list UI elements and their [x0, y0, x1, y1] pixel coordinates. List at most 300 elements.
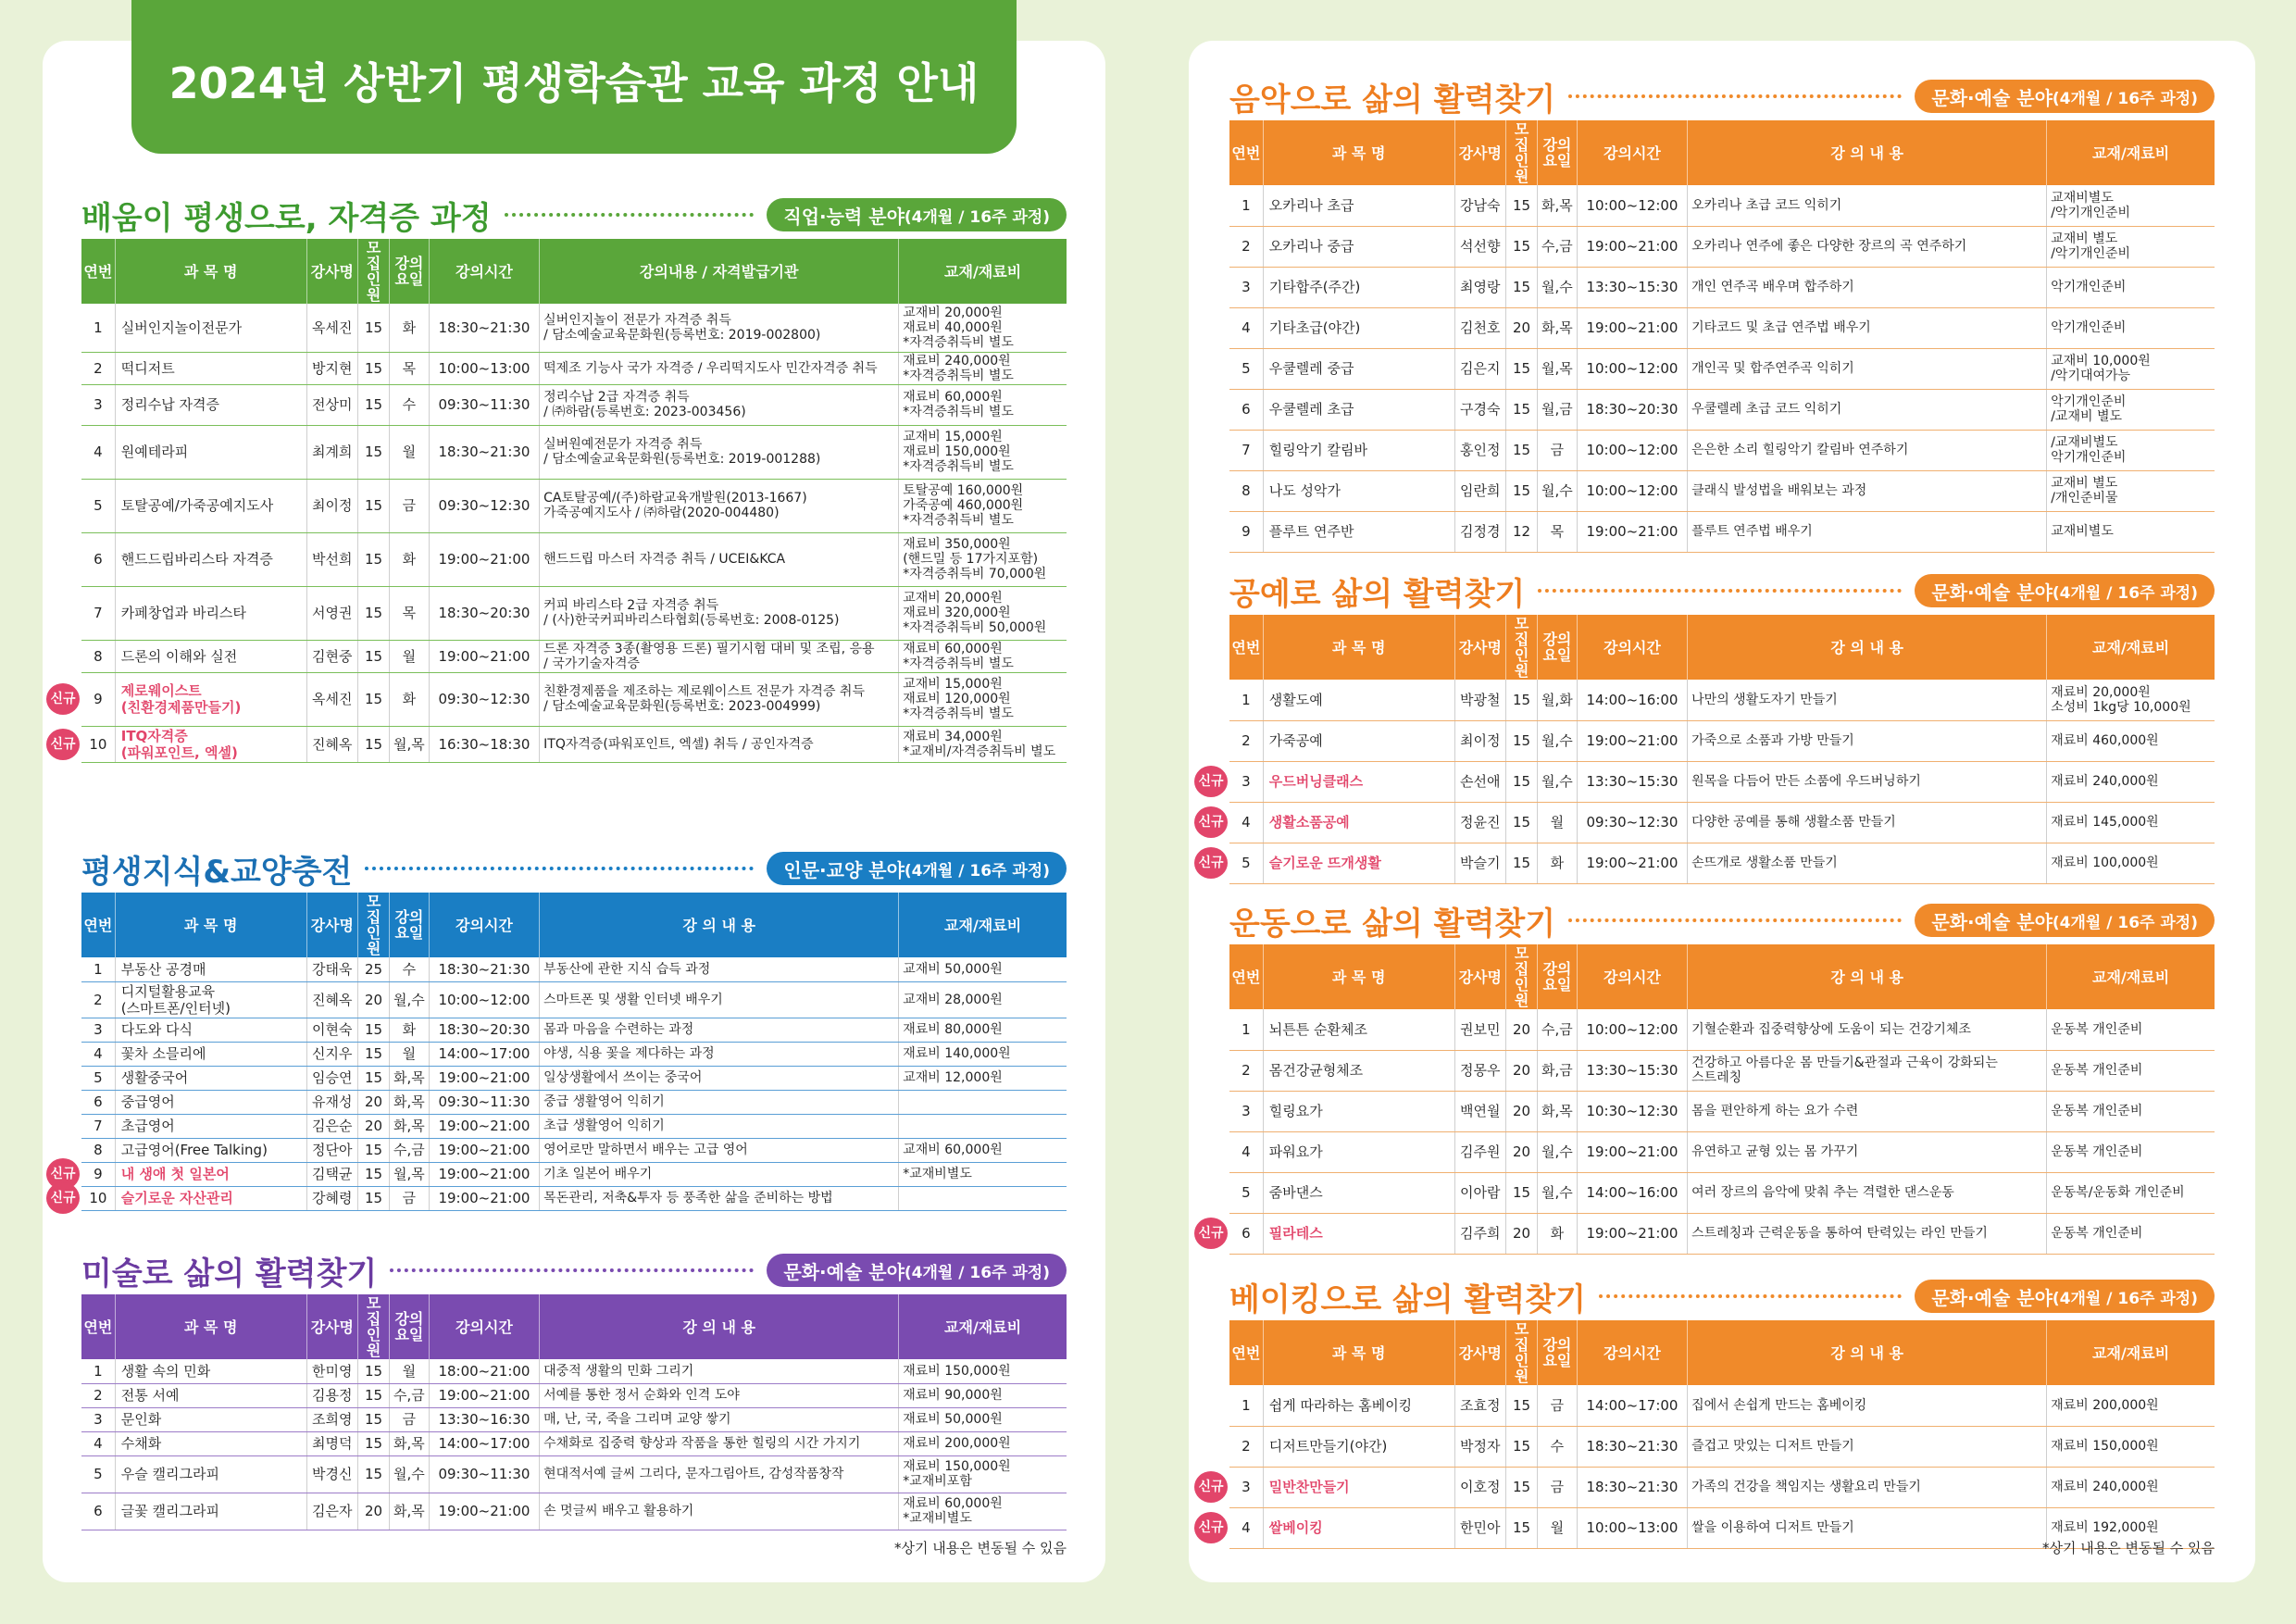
cell-line: 몸과 마음을 수련하는 과정: [543, 1022, 694, 1037]
cell-content: [1688, 348, 2047, 389]
table-row: [81, 981, 1067, 1018]
cell-capacity: 20: [1506, 1091, 1538, 1131]
cell-capacity: 15: [358, 726, 390, 762]
cell-line: 대중적 생활의 민화 그리기: [543, 1363, 694, 1379]
cell-line: 교재비 28,000원: [903, 992, 1003, 1007]
cell-line: 쌀을 이용하여 디저트 만들기: [1691, 1520, 1854, 1535]
category-name: 문화·예술 분야: [1931, 910, 2053, 933]
cell-day: 월,수: [390, 981, 430, 1018]
section-header: [1229, 78, 2215, 119]
cell-line: / 담소예술교육문화원(등록번호: 2019-001288): [543, 452, 821, 467]
cell-line: / ㈜하람(등록번호: 2023-003456): [543, 405, 746, 419]
cell-day: 화,목: [1538, 307, 1578, 348]
cell-line: *자격증취득비 별도: [903, 405, 1014, 419]
dotted-divider: [1568, 94, 1902, 98]
row-number: 6: [94, 1503, 103, 1519]
table-row: [81, 384, 1067, 425]
cell-day: 화: [390, 672, 430, 726]
cell-capacity: 15: [358, 1066, 390, 1090]
cell-capacity: 15: [1506, 1507, 1538, 1548]
cell-line: 우쿨렐레 초급 코드 익히기: [1691, 402, 1842, 417]
cell-day: 수: [1538, 1426, 1578, 1467]
cell-line: 재료비 50,000원: [903, 1412, 1003, 1427]
cell-title: [1263, 348, 1454, 389]
course-name: 나도 성악가: [1268, 482, 1341, 499]
dotted-divider: [390, 1268, 754, 1272]
cell-fee: [2047, 1467, 2215, 1507]
footnote-left: *상기 내용은 변동될 수 있음: [894, 1540, 1067, 1556]
cell-day: 월: [1538, 802, 1578, 843]
cell-fee: [2047, 720, 2215, 761]
cell-number: [81, 479, 115, 532]
cell-number: [81, 1431, 115, 1455]
cell-title: [1263, 802, 1454, 843]
table-row: [81, 1359, 1067, 1383]
table-row: [1229, 680, 2215, 720]
cell-day: 수: [390, 384, 430, 425]
cell-title: [115, 1090, 306, 1114]
cell-fee: [2047, 1426, 2215, 1467]
cell-number: [1229, 1426, 1263, 1467]
cell-line: 재료비 192,000원: [2051, 1520, 2159, 1535]
column-header-content: 강 의 내 용: [1688, 1320, 2047, 1385]
cell-content: [1688, 802, 2047, 843]
column-header-teacher: 강사명: [1454, 120, 1505, 185]
cell-line: *교재비별도: [903, 1167, 972, 1181]
cell-capacity: 15: [358, 479, 390, 532]
cell-teacher: 옥세진: [306, 672, 357, 726]
row-number: 3: [1242, 279, 1251, 295]
cell-line: 운동복 개인준비: [2051, 1021, 2143, 1037]
cell-line: 교재비별도: [2051, 190, 2114, 206]
row-number: 9: [94, 1166, 103, 1182]
table-row: [1229, 1009, 2215, 1050]
cell-content: [540, 586, 899, 640]
cell-content: [540, 1114, 899, 1138]
cell-content: [540, 1359, 899, 1383]
cell-number: [81, 384, 115, 425]
cell-content: [1688, 1426, 2047, 1467]
header-row: [1229, 944, 2215, 1009]
cell-line: *교재비포함: [903, 1474, 972, 1489]
cell-content: [1688, 1213, 2047, 1254]
cell-line: *자격증취득비 별도: [903, 459, 1014, 474]
cell-number: [81, 1493, 115, 1530]
cell-capacity: 15: [358, 425, 390, 479]
cell-teacher: 김택균: [306, 1162, 357, 1186]
course-name: 쌀베이킹: [1268, 1519, 1323, 1536]
column-header-capacity: 모집인원: [1506, 944, 1538, 1009]
cell-title: [1263, 185, 1454, 226]
cell-time: 19:00~21:00: [1577, 511, 1687, 552]
cell-line: (핸드밀 등 17가지포함): [903, 552, 1039, 567]
section-title: 배움이 평생으로, 자격증 과정: [81, 199, 492, 237]
table-row: [81, 1455, 1067, 1493]
cell-title: [115, 1431, 306, 1455]
cell-line: 재료비 60,000원: [903, 641, 1003, 656]
cell-line: 교재비 10,000원: [2051, 354, 2151, 369]
cell-fee: [899, 384, 1067, 425]
column-header-time: 강의시간: [429, 893, 539, 957]
cell-capacity: 15: [358, 672, 390, 726]
cell-fee: [2047, 1385, 2215, 1426]
cell-line: / (사)한국커피바리스타협회(등록번호: 2008-0125): [543, 613, 840, 628]
cell-fee: [899, 957, 1067, 981]
cell-time: 19:00~21:00: [429, 1493, 539, 1530]
cell-content: [540, 1066, 899, 1090]
cell-line: 악기개인준비: [2051, 320, 2127, 335]
cell-title: [115, 384, 306, 425]
cell-line: 야생, 식용 꽃을 제다하는 과정: [543, 1046, 715, 1061]
category-name: 직업·능력 분야: [783, 205, 905, 228]
cell-teacher: 백연월: [1454, 1091, 1505, 1131]
cell-day: 목: [390, 352, 430, 384]
section-title: 평생지식&교양충전: [81, 853, 353, 891]
row-number: 5: [1242, 1184, 1251, 1201]
cell-line: 재료비 150,000원: [2051, 1439, 2159, 1454]
cell-line: 원목을 다듬어 만든 소품에 우드버닝하기: [1691, 774, 1921, 789]
cell-teacher: 박경신: [306, 1455, 357, 1493]
cell-day: 금: [1538, 1385, 1578, 1426]
course-name: 핸드드립바리스타 자격증: [120, 551, 273, 568]
cell-line: 재료비 150,000원: [903, 1363, 1011, 1379]
header-row: [1229, 615, 2215, 680]
cell-line: 드론 자격증 3종(촬영용 드론) 필기시험 대비 및 조립, 응용: [543, 641, 875, 656]
cell-line: 운동복 개인준비: [2051, 1144, 2143, 1159]
cell-title: [115, 640, 306, 672]
category-name: 문화·예술 분야: [783, 1260, 905, 1283]
course-name: 떡디저트: [120, 359, 175, 377]
category-duration: (4개월 / 16주 과정): [904, 1263, 1050, 1282]
table-row: [81, 1018, 1067, 1042]
table-row: [81, 1066, 1067, 1090]
course-name: 토탈공예/가죽공예지도사: [120, 497, 274, 514]
section-title: 공예로 삶의 활력찾기: [1229, 575, 1526, 613]
cell-title: [115, 1383, 306, 1407]
cell-time: 19:00~21:00: [429, 1162, 539, 1186]
cell-line: /악기대여가능: [2051, 369, 2131, 383]
course-table: [1198, 615, 2215, 884]
cell-capacity: 15: [358, 1162, 390, 1186]
cell-title: [1263, 267, 1454, 307]
cell-line: 재료비 145,000원: [2051, 815, 2159, 830]
course-name: 쉽게 따라하는 홈베이킹: [1268, 1396, 1413, 1414]
cell-content: [540, 1407, 899, 1431]
cell-time: 19:00~21:00: [1577, 843, 1687, 883]
column-header-day: 강의요일: [1538, 615, 1578, 680]
cell-day: 금: [390, 1407, 430, 1431]
cell-title: [1263, 1091, 1454, 1131]
table-row: [1229, 1385, 2215, 1426]
cell-teacher: 박선희: [306, 532, 357, 586]
cell-capacity: 15: [1506, 389, 1538, 430]
cell-content: [1688, 307, 2047, 348]
cell-number: [1229, 185, 1263, 226]
cell-time: 19:00~21:00: [429, 1186, 539, 1210]
cell-content: [1688, 1009, 2047, 1050]
cell-line: *자격증취득비 별도: [903, 368, 1014, 383]
dotted-divider: [1538, 589, 1902, 593]
cell-fee: [899, 1162, 1067, 1186]
course-name: 정리수납 자격증: [120, 396, 219, 413]
cell-title: [1263, 511, 1454, 552]
cell-content: [1688, 1467, 2047, 1507]
cell-title: [115, 981, 306, 1018]
cell-line: 은은한 소리 힐링악기 칼림바 연주하기: [1691, 443, 1909, 457]
cell-line: 현대적서예 글씨 그리다, 문자그림아트, 감성작품창작: [543, 1467, 844, 1481]
cell-time: 19:00~21:00: [429, 1114, 539, 1138]
cell-capacity: 15: [1506, 720, 1538, 761]
table-row: [81, 304, 1067, 352]
cell-teacher: 임승연: [306, 1066, 357, 1090]
column-header-day: 강의요일: [390, 893, 430, 957]
cell-capacity: 20: [358, 981, 390, 1018]
section-exercise: [1198, 902, 2215, 1255]
cell-title: [115, 425, 306, 479]
cell-teacher: 한미영: [306, 1359, 357, 1383]
column-header-title: 과 목 명: [1263, 1320, 1454, 1385]
cell-time: 19:00~21:00: [1577, 226, 1687, 267]
column-header-fee: 교재/재료비: [899, 1294, 1067, 1359]
cell-title: [115, 1162, 306, 1186]
cell-number: [50, 672, 115, 726]
cell-day: 월,수: [1538, 470, 1578, 511]
cell-teacher: 김은순: [306, 1114, 357, 1138]
cell-line: *자격증취득비 50,000원: [903, 620, 1047, 635]
column-header-content: 강 의 내 용: [1688, 615, 2047, 680]
column-header-day: 강의요일: [1538, 120, 1578, 185]
column-header-time: 강의시간: [429, 239, 539, 304]
section-title: 음악으로 삶의 활력찾기: [1229, 81, 1556, 119]
course-name: 고급영어(Free Talking): [120, 1142, 268, 1158]
new-badge: 신규: [46, 1182, 80, 1214]
column-header-content: 강 의 내 용: [540, 1294, 899, 1359]
cell-fee: [2047, 1213, 2215, 1254]
cell-number: [81, 1066, 115, 1090]
cell-time: 10:00~13:00: [1577, 1507, 1687, 1548]
row-number: 5: [94, 1069, 103, 1086]
cell-content: [1688, 267, 2047, 307]
cell-content: [540, 1186, 899, 1210]
cell-teacher: 구경숙: [1454, 389, 1505, 430]
cell-day: 화: [1538, 843, 1578, 883]
cell-title: [1263, 1172, 1454, 1213]
cell-content: [540, 1042, 899, 1066]
cell-time: 14:00~17:00: [429, 1431, 539, 1455]
cell-title: [1263, 1009, 1454, 1050]
column-header-number: 연번: [81, 239, 115, 304]
course-table: [1198, 1320, 2215, 1549]
table-row: [81, 1383, 1067, 1407]
cell-capacity: 15: [358, 1186, 390, 1210]
cell-capacity: 15: [1506, 348, 1538, 389]
row-number: 6: [1242, 401, 1251, 418]
table-row: [1229, 1426, 2215, 1467]
cell-number: [50, 1162, 115, 1186]
cell-line: 교재비 20,000원: [903, 305, 1003, 320]
cell-fee: [899, 1186, 1067, 1210]
cell-content: [540, 1383, 899, 1407]
cell-title: [1263, 470, 1454, 511]
cell-day: 목: [1538, 511, 1578, 552]
cell-content: [540, 981, 899, 1018]
cell-line: 디지털활용교육: [120, 982, 216, 1000]
table-row: [81, 1407, 1067, 1431]
cell-time: 14:00~17:00: [429, 1042, 539, 1066]
cell-day: 금: [390, 1186, 430, 1210]
cell-line: 스트레칭: [1691, 1070, 1742, 1085]
cell-number: [1229, 307, 1263, 348]
cell-capacity: 15: [358, 1407, 390, 1431]
cell-capacity: 15: [1506, 761, 1538, 802]
cell-fee: [899, 1018, 1067, 1042]
footnote-right: *상기 내용은 변동될 수 있음: [2042, 1540, 2215, 1556]
course-name: 생활소품공예: [1268, 814, 1350, 831]
cell-number: [81, 532, 115, 586]
row-number: 1: [1242, 691, 1251, 708]
cell-content: [540, 1138, 899, 1162]
cell-fee: [899, 352, 1067, 384]
cell-line: 플루트 연주법 배우기: [1691, 524, 1813, 539]
cell-line: 떡제조 기능사 국가 자격증 / 우리떡지도사 민간자격증 취득: [543, 360, 878, 376]
cell-title: [115, 532, 306, 586]
column-header-title: 과 목 명: [1263, 120, 1454, 185]
section-craft: [1198, 572, 2215, 884]
cell-content: [1688, 470, 2047, 511]
table-row: [81, 1493, 1067, 1530]
course-name: 부동산 공경매: [120, 960, 206, 978]
cell-teacher: 손선애: [1454, 761, 1505, 802]
cell-title: [1263, 1131, 1454, 1172]
column-header-content: 강 의 내 용: [1688, 120, 2047, 185]
row-number: 3: [1242, 773, 1251, 790]
cell-line: 교재비 15,000원: [903, 430, 1003, 444]
table-row: [81, 672, 1067, 726]
section-certificate: [50, 196, 1067, 763]
course-name: 슬기로운 뜨개생활: [1268, 855, 1381, 871]
section-knowledge: [50, 850, 1067, 1211]
cell-teacher: 서영권: [306, 586, 357, 640]
table-row: [1229, 843, 2215, 883]
table-row: [1229, 511, 2215, 552]
cell-line: 재료비 350,000원: [903, 537, 1011, 552]
section-title: 미술로 삶의 활력찾기: [81, 1255, 378, 1293]
cell-number: [1229, 1009, 1263, 1050]
column-header-teacher: 강사명: [1454, 944, 1505, 1009]
cell-number: [1229, 389, 1263, 430]
cell-fee: [2047, 1050, 2215, 1091]
cell-content: [1688, 1385, 2047, 1426]
cell-day: 화: [1538, 1213, 1578, 1254]
table-row: [1229, 348, 2215, 389]
cell-line: 커피 바리스타 2급 자격증 취득: [543, 598, 719, 613]
cell-title: [115, 1138, 306, 1162]
column-header-day: 강의요일: [1538, 1320, 1578, 1385]
column-header-fee: 교재/재료비: [2047, 120, 2215, 185]
table-row: [81, 1138, 1067, 1162]
cell-line: 손뜨개로 생활소품 만들기: [1691, 856, 1838, 870]
cell-line: 재료비 240,000원: [903, 353, 1011, 369]
category-name: 문화·예술 분야: [1931, 1286, 2053, 1309]
cell-line: 재료비 120,000원: [903, 692, 1011, 706]
cell-capacity: 15: [358, 1383, 390, 1407]
cell-day: 금: [1538, 430, 1578, 470]
column-header-capacity: 모집인원: [358, 1294, 390, 1359]
cell-capacity: 15: [358, 1431, 390, 1455]
cell-teacher: 유재성: [306, 1090, 357, 1114]
table-row: [1229, 1172, 2215, 1213]
column-header-teacher: 강사명: [306, 893, 357, 957]
cell-day: 화,목: [390, 1431, 430, 1455]
cell-content: [1688, 843, 2047, 883]
cell-title: [115, 479, 306, 532]
cell-day: 화,금: [1538, 1050, 1578, 1091]
column-header-day: 강의요일: [390, 239, 430, 304]
section-header: [81, 850, 1067, 891]
cell-title: [1263, 720, 1454, 761]
column-header-content: 강의내용 / 자격발급기관: [540, 239, 899, 304]
cell-time: 19:00~21:00: [1577, 1131, 1687, 1172]
cell-teacher: 정단아: [306, 1138, 357, 1162]
row-number: 1: [1242, 1396, 1251, 1414]
cell-content: [540, 640, 899, 672]
cell-capacity: 20: [358, 1114, 390, 1138]
row-number: 8: [94, 1142, 103, 1158]
cell-content: [1688, 761, 2047, 802]
cell-title: [1263, 680, 1454, 720]
cell-content: [540, 957, 899, 981]
cell-time: 13:30~15:30: [1577, 267, 1687, 307]
category-duration: (4개월 / 16주 과정): [904, 207, 1050, 227]
table-row: [81, 640, 1067, 672]
cell-line: 악기개인준비: [2051, 280, 2127, 294]
cell-title: [115, 1407, 306, 1431]
course-name: 내 생애 첫 일본어: [120, 1166, 230, 1182]
cell-line: 개인곡 및 합주연주곡 익히기: [1691, 361, 1854, 376]
column-header-capacity: 모집인원: [1506, 120, 1538, 185]
cell-fee: [2047, 430, 2215, 470]
row-number: 4: [1242, 814, 1251, 831]
cell-fee: [899, 586, 1067, 640]
course-name: 오카리나 중급: [1268, 238, 1354, 255]
column-header-fee: 교재/재료비: [899, 239, 1067, 304]
course-name: [121, 728, 301, 761]
cell-capacity: 15: [1506, 470, 1538, 511]
cell-line: 재료비 60,000원: [903, 390, 1003, 405]
cell-line: /개인준비물: [2051, 491, 2118, 506]
cell-line: 재료비 100,000원: [2051, 856, 2159, 870]
row-number: 1: [94, 960, 103, 978]
new-badge: 신규: [46, 683, 80, 715]
cell-line: *자격증취득비 별도: [903, 656, 1014, 671]
column-header-teacher: 강사명: [1454, 1320, 1505, 1385]
cell-capacity: 15: [1506, 1385, 1538, 1426]
row-number: 4: [1242, 1143, 1251, 1160]
cell-teacher: 강혜령: [306, 1186, 357, 1210]
cell-capacity: 15: [1506, 267, 1538, 307]
cell-time: 18:30~20:30: [429, 586, 539, 640]
cell-teacher: 진혜옥: [306, 726, 357, 762]
course-table: [50, 893, 1067, 1211]
course-name: 필라테스: [1268, 1225, 1323, 1242]
section-header: [81, 1252, 1067, 1293]
cell-content: [540, 672, 899, 726]
row-number: 7: [94, 605, 103, 621]
table-row: [81, 1090, 1067, 1114]
cell-teacher: 강태욱: [306, 957, 357, 981]
category-duration: (4개월 / 16주 과정): [2052, 583, 2198, 603]
cell-time: 09:30~12:30: [429, 672, 539, 726]
